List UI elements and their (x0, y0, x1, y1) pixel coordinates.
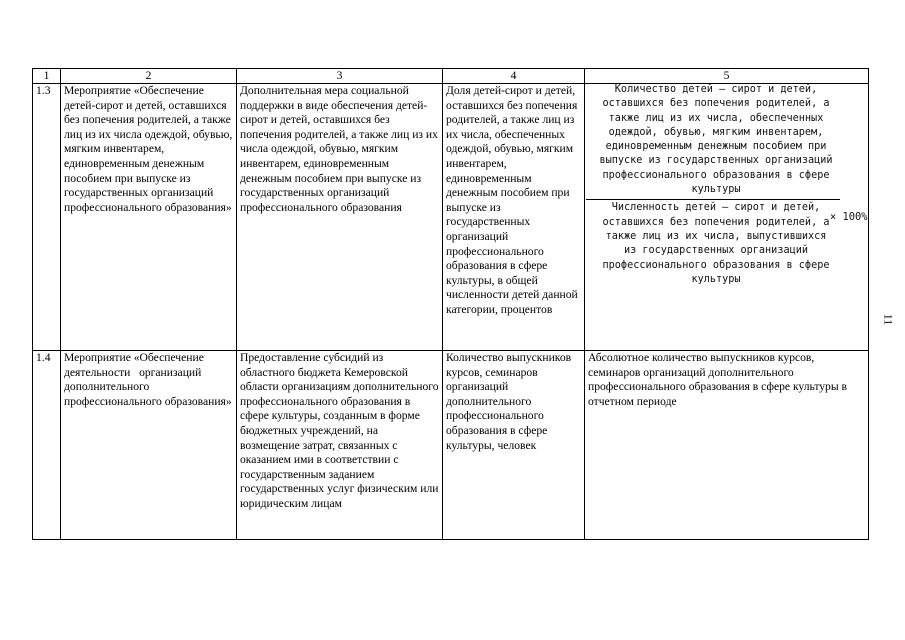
indicators-table (32, 68, 869, 540)
table-row (33, 351, 869, 540)
formula-numerator: Количество детей – сирот и детей, оставшихся без попечения родителей, а также лиц из их числа, обеспеченных одеждой, обувью, мягким инвентарем, единовременным денежным пособием при выпуске из государственных организаций профессионального образования в сфере культуры (599, 84, 833, 196)
page-number: 11 (881, 313, 896, 326)
fraction (598, 84, 834, 288)
column-header-1: 1 (33, 69, 61, 84)
column-header-3: 3 (237, 69, 443, 84)
header-row (33, 69, 869, 84)
measure-cell: Предоставление субсидий из областного бюджета Кемеровской области организациям дополнительного профессионального образования в сфере культуры, созданным в форме бюджетных учреждений, на возмещение затрат, связанных с оказанием ими в соответствии с государственным заданием государственных услуг физическим или юридическим лицам (237, 351, 443, 540)
row-number: 1.3 (33, 84, 61, 351)
indicator-cell: Доля детей-сирот и детей, оставшихся без попечения родителей, а также лиц из их числа, обеспеченных одеждой, обувью, мягким инвентарем, единовременным денежным пособием при выпуске из государственных организаций профессионального образования в сфере культуры, в общей численности детей данной категории, процентов (443, 84, 585, 351)
formula-denominator: Численность детей – сирот и детей, оставшихся без попечения родителей, а также лиц из их числа, выпустившихся из государственных организаций профессионального образования в сфере культуры (602, 202, 830, 285)
column-header-2: 2 (61, 69, 237, 84)
event-cell: Мероприятие «Обеспечение детей-сирот и детей, оставшихся без попечения родителей, а также лиц из их числа одеждой, обувью, мягким инвентарем, единовременным денежным пособием при выпуске из государственных организаций профессионального образования» (61, 84, 237, 351)
measure-cell: Дополнительная мера социальной поддержки в виде обеспечения детей-сирот и детей, оставшихся без попечения родителей, а также лиц из их числа одеждой, обувью, мягким инвентарем, единовременным денежным пособием при выпуске из государственных организаций профессионального образования (237, 84, 443, 351)
calculation-formula (588, 84, 866, 288)
method-cell: Абсолютное количество выпускников курсов, семинаров организаций дополнительного профессионального образования в сфере культуры в отчетном периоде (585, 351, 869, 540)
formula-multiplier: × 100% (830, 211, 868, 223)
formula-cell (585, 84, 869, 351)
row-number: 1.4 (33, 351, 61, 540)
indicator-cell: Количество выпускников курсов, семинаров организаций дополнительного профессионального образования в сфере культуры, человек (443, 351, 585, 540)
event-cell: Мероприятие «Обеспечение деятельности организаций дополнительного профессионального образования» (61, 351, 237, 540)
table-row (33, 84, 869, 351)
column-header-5: 5 (585, 69, 869, 84)
column-header-4: 4 (443, 69, 585, 84)
